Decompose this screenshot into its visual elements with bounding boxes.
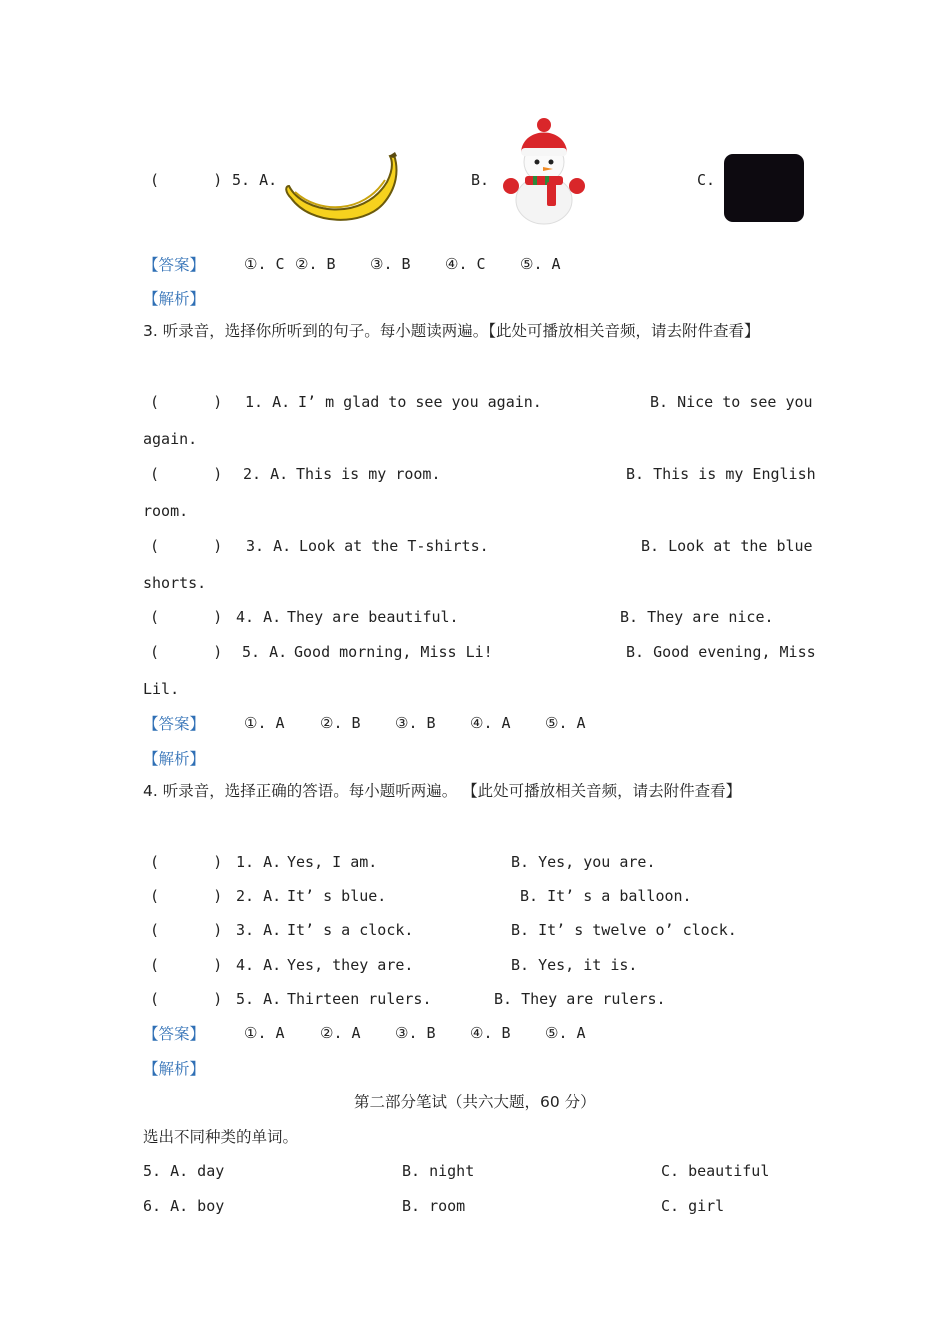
option-a: Thirteen rulers. xyxy=(287,990,432,1008)
question-title: 4. 听录音，选择正确的答语。每小题听两遍。 【此处可播放相关音频，请去附件查看】 xyxy=(143,782,742,800)
option-b: B. Good evening, Miss xyxy=(626,643,816,661)
analysis-tag: 【解析】 xyxy=(143,750,206,768)
banana-icon xyxy=(283,152,399,226)
section-heading: 第二部分笔试（共六大题，60 分） xyxy=(354,1093,596,1111)
option-b: B. night xyxy=(402,1162,475,1180)
option-b: B. Yes, you are. xyxy=(511,853,656,871)
option-a: This is my room. xyxy=(296,465,441,483)
option-b: B. It’ s a balloon. xyxy=(520,887,692,905)
answer-paren: ( ) xyxy=(150,887,223,905)
option-a: Yes, I am. xyxy=(287,853,378,871)
answer-item: ⑤. A xyxy=(520,255,561,273)
answer-item: ①. A xyxy=(244,714,285,732)
answer-paren: ( ) xyxy=(150,921,223,939)
answer-item: ①. C xyxy=(244,255,285,273)
answer-tag: 【答案】 xyxy=(143,256,206,274)
question-title: 3. 听录音，选择你所听到的句子。每小题读两遍。【此处可播放相关音频，请去附件查看】 xyxy=(143,322,760,340)
snowman-icon xyxy=(499,116,589,226)
answer-tag: 【答案】 xyxy=(143,1025,206,1043)
analysis-tag: 【解析】 xyxy=(143,290,206,308)
option-b: B. They are rulers. xyxy=(494,990,666,1008)
option-b-label: B. xyxy=(471,171,490,189)
option-continuation: again. xyxy=(143,430,198,448)
option-b: B. room xyxy=(402,1197,466,1215)
option-a: They are beautiful. xyxy=(287,608,459,626)
question-number: 1. A. xyxy=(236,853,282,871)
option-a: It’ s a clock. xyxy=(287,921,414,939)
option-b: B. Yes, it is. xyxy=(511,956,638,974)
answer-paren: ( ) xyxy=(150,537,223,555)
option-b: B. Nice to see you xyxy=(650,393,813,411)
question-number: 5. A. xyxy=(242,643,288,661)
option-continuation: room. xyxy=(143,502,189,520)
option-b: B. It’ s twelve o’ clock. xyxy=(511,921,737,939)
answer-paren: ( ) xyxy=(150,990,223,1008)
question-number: 2. A. xyxy=(243,465,289,483)
question-number: 3. A. xyxy=(236,921,282,939)
question-number: 4. A. xyxy=(236,608,282,626)
analysis-tag: 【解析】 xyxy=(143,1060,206,1078)
option-a: Look at the T-shirts. xyxy=(299,537,489,555)
option-a: 6. A. boy xyxy=(143,1197,225,1215)
question-number: 3. A. xyxy=(246,537,292,555)
answer-item: ⑤. A xyxy=(545,714,586,732)
answer-item: ③. B xyxy=(395,1024,436,1042)
answer-item: ④. C xyxy=(445,255,486,273)
option-a: 5. A. day xyxy=(143,1162,225,1180)
section-instruction: 选出不同种类的单词。 xyxy=(143,1128,299,1146)
answer-tag: 【答案】 xyxy=(143,715,206,733)
option-b: B. Look at the blue xyxy=(641,537,813,555)
question-number: 4. A. xyxy=(236,956,282,974)
option-c: C. girl xyxy=(661,1197,725,1215)
answer-paren: ( ) xyxy=(150,393,223,411)
option-continuation: shorts. xyxy=(143,574,207,592)
answer-item: ③. B xyxy=(395,714,436,732)
answer-item: ⑤. A xyxy=(545,1024,586,1042)
answer-item: ③. B xyxy=(370,255,411,273)
answer-paren: ( ) xyxy=(150,853,223,871)
answer-item: ②. B xyxy=(320,714,361,732)
option-b: B. They are nice. xyxy=(620,608,774,626)
answer-item: ②. A xyxy=(320,1024,361,1042)
option-c-label: C. xyxy=(697,171,716,189)
answer-item: ①. A xyxy=(244,1024,285,1042)
answer-paren: ( ) xyxy=(150,956,223,974)
answer-paren: ( ) xyxy=(150,465,223,483)
answer-paren: ( ) xyxy=(150,608,223,626)
answer-item: ④. A xyxy=(470,714,511,732)
option-a: Good morning, Miss Li! xyxy=(294,643,493,661)
answer-paren: ( ) xyxy=(150,643,223,661)
answer-paren: ( ) xyxy=(150,171,223,189)
answer-item: ④. B xyxy=(470,1024,511,1042)
option-a: It’ s blue. xyxy=(287,887,387,905)
black-square xyxy=(724,154,804,222)
question-number: 1. A. xyxy=(245,393,291,411)
answer-item: ②. B xyxy=(295,255,336,273)
option-a: I’ m glad to see you again. xyxy=(298,393,542,411)
option-b: B. This is my English xyxy=(626,465,816,483)
option-a: Yes, they are. xyxy=(287,956,414,974)
option-c: C. beautiful xyxy=(661,1162,770,1180)
question-number: 5. A. xyxy=(232,171,278,189)
question-number: 2. A. xyxy=(236,887,282,905)
question-number: 5. A. xyxy=(236,990,282,1008)
option-continuation: Lil. xyxy=(143,680,180,698)
